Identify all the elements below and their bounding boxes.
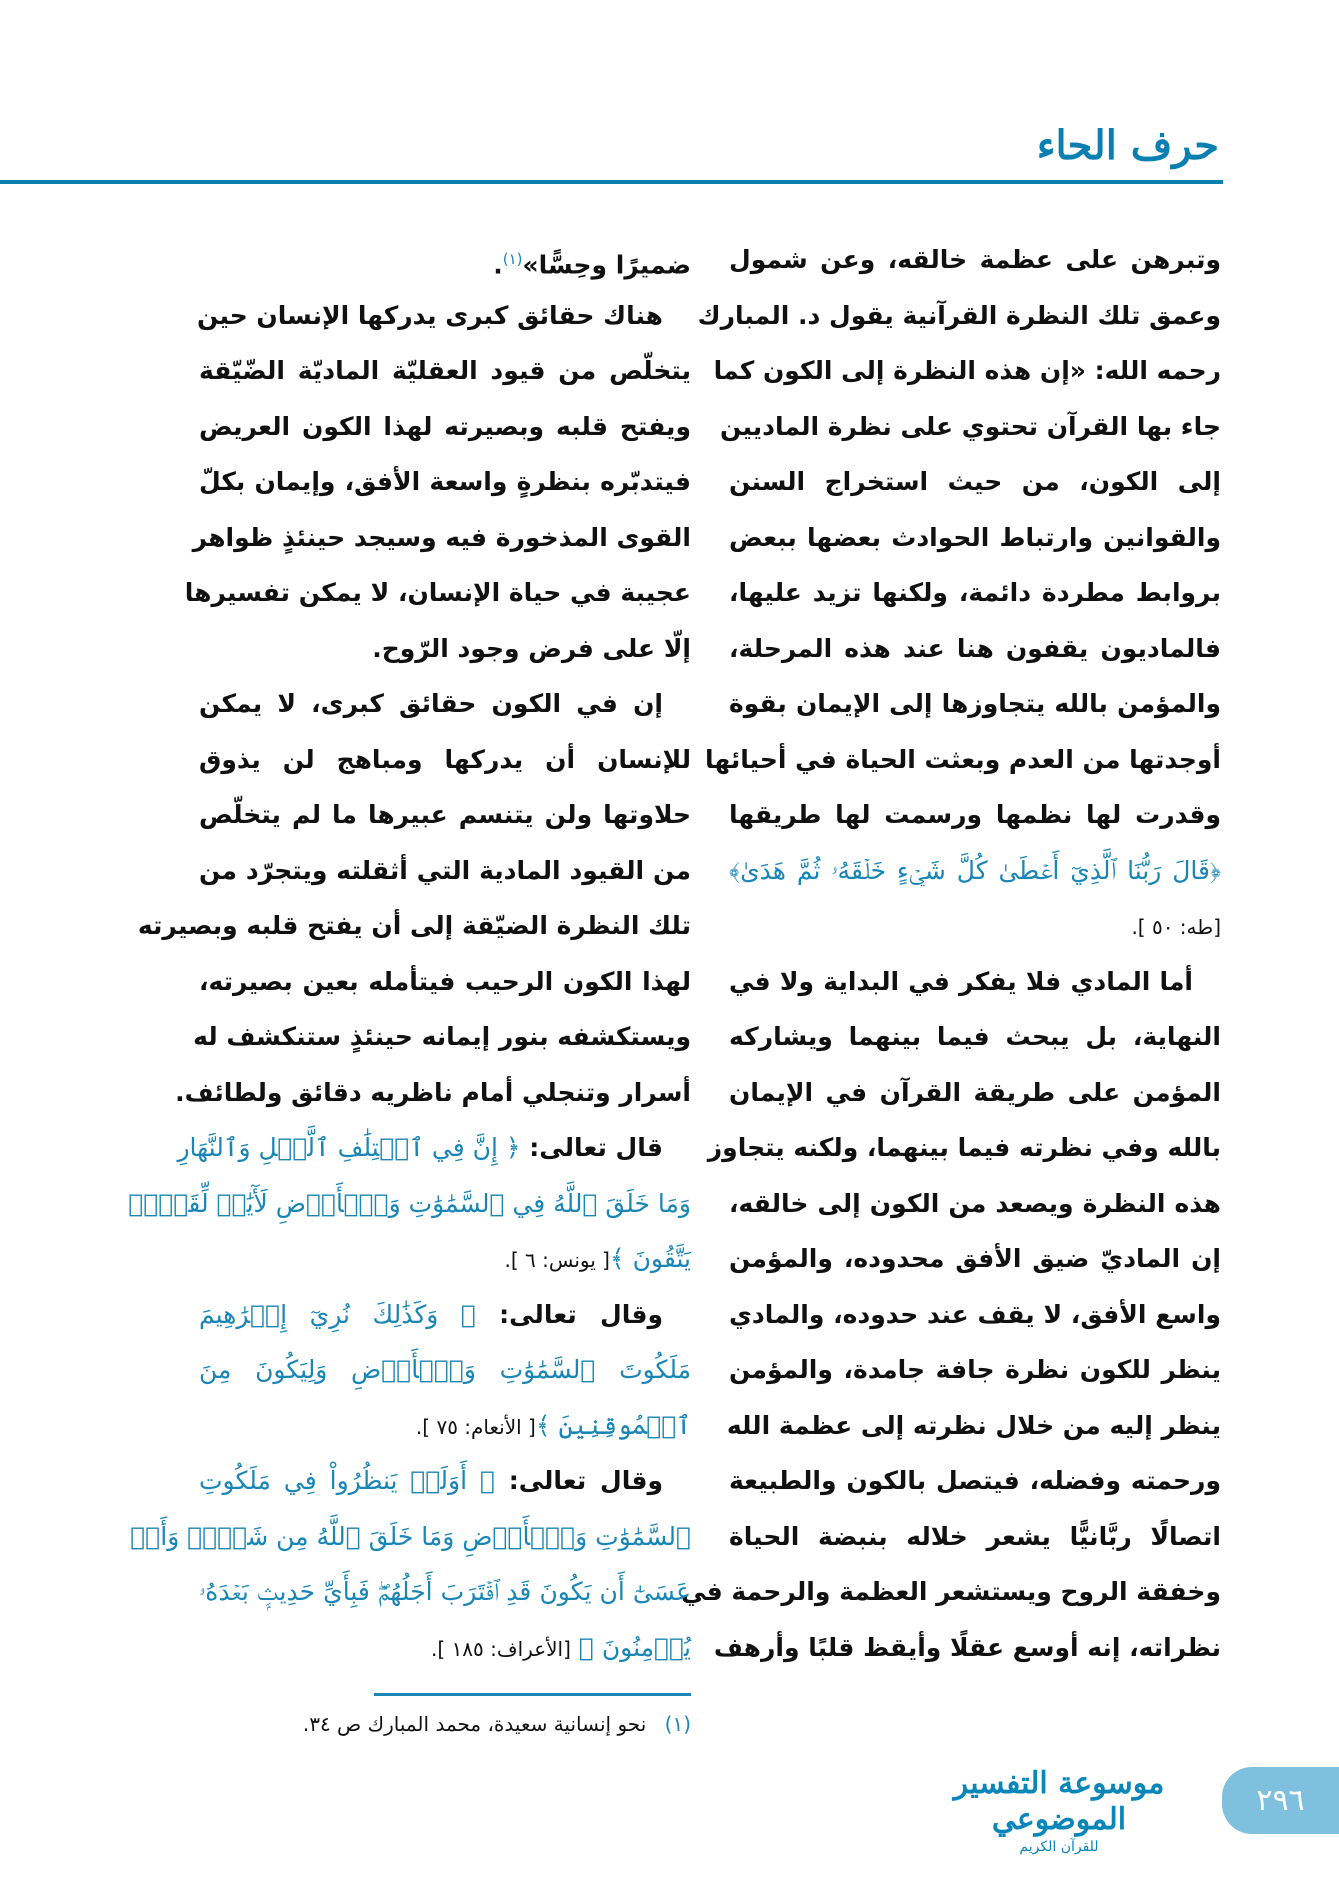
- text-line: [729, 898, 1221, 954]
- body-text: ينظر إليه من خلال نظرته إلى عظمة الله: [726, 1410, 1221, 1440]
- body-text: بروابط مطردة دائمة، ولكنها تزيد عليها،: [729, 578, 1221, 607]
- text-line: [177, 1120, 691, 1176]
- logo-subtitle: للقرآن الكريم: [1019, 1839, 1099, 1855]
- logo-title: موسوعة التفسير الموضوعي: [953, 1766, 1165, 1837]
- quran-verse: ﴿ إِنَّ فِي ٱخۡتِلَٰفِ ٱلَّيۡلِ وَٱلنَّهَارِ: [177, 1133, 521, 1162]
- text-line: [729, 1287, 1221, 1343]
- text-line: [199, 1287, 691, 1343]
- text-line: [729, 787, 1221, 843]
- body-text: جاء بها القرآن تحتوي على نظرة الماديين: [720, 411, 1221, 441]
- left-column: [128, 232, 691, 1675]
- verse-reference: [ الأنعام: ٧٥ ].: [415, 1414, 536, 1439]
- text-line: [729, 1342, 1221, 1398]
- text-line: [199, 732, 691, 788]
- text-line: [199, 954, 691, 1010]
- quran-verse: ﴿ وَكَذَٰلِكَ نُرِيٓ إِبۡرَٰهِيمَ: [199, 1299, 476, 1329]
- body-text: هذه النظرة ويصعد من الكون إلى خالقه،: [729, 1188, 1221, 1218]
- text-line: [729, 232, 1221, 288]
- body-text: ويفتح قلبه وبصيرته لهذا الكون العريض: [199, 411, 691, 441]
- quran-verse: يُؤۡمِنُونَ ﴾: [570, 1632, 691, 1662]
- text-line: [199, 399, 691, 455]
- body-text: إن في الكون حقائق كبرى، لا يمكن: [199, 689, 663, 718]
- text-line: [199, 1342, 691, 1398]
- verse-reference: [الأعراف: ١٨٥ ].: [431, 1636, 571, 1661]
- text-line: [199, 1620, 691, 1676]
- text-line: [729, 954, 1221, 1010]
- text-line: [729, 1231, 1221, 1287]
- body-text: ويستكشفه بنور إيمانه حينئذٍ ستنكشف له: [193, 1022, 691, 1051]
- body-text: إن الماديّ ضيق الأفق محدوده، والمؤمن: [729, 1244, 1221, 1273]
- text-line: [729, 1176, 1221, 1232]
- text-line: [704, 732, 1221, 788]
- page-number-badge: ٢٩٦: [1222, 1767, 1339, 1834]
- encyclopedia-logo: [934, 1766, 1184, 1856]
- text-line: [729, 510, 1221, 566]
- text-line: [729, 843, 1221, 899]
- body-text: من القيود المادية التي أثقلته ويتجرّد من: [199, 855, 691, 885]
- footnote: [199, 1704, 691, 1744]
- text-line: [729, 1453, 1221, 1509]
- quran-verse: ﴿قَالَ رَبُّنَا ٱلَّذِيٓ أَعۡطَىٰ كُلَّ شَيۡءٍ خَلۡقَهُۥ ثُمَّ هَدَىٰ﴾: [729, 855, 1221, 885]
- footnote-rule: [374, 1693, 691, 1696]
- text-line: [713, 1620, 1221, 1676]
- text-line: [199, 1398, 691, 1454]
- body-text: والقوانين وارتباط الحوادث بعضها ببعض: [729, 522, 1221, 552]
- body-text: نظراته، إنه أوسع عقلًا وأيقظ قلبًا وأرهف: [713, 1632, 1221, 1662]
- body-text: تلك النظرة الضيّقة إلى أن يفتح قلبه وبصيرته: [137, 911, 691, 940]
- text-line: [729, 454, 1221, 510]
- text-line: [175, 1065, 691, 1121]
- body-text: والمؤمن بالله يتجاوزها إلى الإيمان بقوة: [729, 689, 1221, 718]
- body-text: وقال تعالى:: [495, 1466, 663, 1495]
- body-text: فالماديون يقفون هنا عند هذه المرحلة،: [729, 633, 1221, 663]
- body-text: قال تعالى:: [520, 1133, 663, 1162]
- text-line: [726, 1398, 1221, 1454]
- text-line: [199, 1231, 691, 1287]
- body-text: فيتدبّره بنظرةٍ واسعة الأفق، وإيمان بكلّ: [199, 467, 691, 496]
- body-text: رحمه الله: «إن هذه النظرة إلى الكون كما: [713, 356, 1221, 385]
- text-line: [128, 1176, 691, 1232]
- quran-verse: ﴿ أَوَلَمۡ يَنظُرُواْ فِي مَلَكُوتِ: [199, 1466, 496, 1495]
- text-line: [697, 288, 1221, 344]
- quran-verse: مَلَكُوتَ ٱلسَّمَٰوَٰتِ وَٱلۡأَرۡضِ وَلِيَكُونَ مِنَ: [199, 1355, 691, 1384]
- text-line: [184, 565, 691, 621]
- text-line: [707, 1120, 1221, 1176]
- body-text: .: [493, 250, 503, 280]
- quran-verse: ٱلۡمُوقِنِينَ ﴾: [535, 1410, 691, 1440]
- body-text: هناك حقائق كبرى يدركها الإنسان حين: [197, 300, 663, 330]
- body-text: وخفقة الروح ويستشعر العظمة والرحمة في: [681, 1577, 1221, 1606]
- quran-verse: يَتَّقُونَ ﴾: [609, 1244, 691, 1273]
- text-line: [729, 1009, 1221, 1065]
- body-text: اتصالًا ربَّانيًّا يشعر خلاله بنبضة الحياة: [729, 1521, 1221, 1551]
- text-line: [199, 787, 691, 843]
- text-line: [130, 1509, 691, 1565]
- body-text: النهاية، بل يبحث فيما بينهما ويشاركه: [729, 1022, 1221, 1051]
- text-line: [192, 510, 691, 566]
- body-text: أوجدتها من العدم وبعثت الحياة في أحيائها: [704, 744, 1221, 774]
- text-line: [729, 621, 1221, 677]
- body-text: أسرار وتنجلي أمام ناظريه دقائق ولطائف.: [175, 1077, 691, 1107]
- body-text: بالله وفي نظرته فيما بينهما، ولكنه يتجاوز: [707, 1133, 1221, 1162]
- body-text: وقدرت لها نظمها ورسمت لها طريقها: [729, 800, 1221, 829]
- text-line: [681, 1564, 1221, 1620]
- body-text: إلى الكون، من حيث استخراج السنن: [729, 467, 1221, 496]
- footnote-number: (١): [664, 1712, 691, 1736]
- text-line: [199, 288, 691, 344]
- body-text: وقال تعالى:: [475, 1299, 663, 1329]
- body-text: واسع الأفق، لا يقف عند حدوده، والمادي: [729, 1299, 1221, 1329]
- text-line: [729, 1509, 1221, 1565]
- text-line: [199, 676, 691, 732]
- body-text: أما المادي فلا يفكر في البداية ولا في: [729, 966, 1193, 996]
- body-text: عجيبة في حياة الإنسان، لا يمكن تفسيرها: [184, 578, 691, 607]
- quran-verse: عَسَىٰٓ أَن يَكُونَ قَدِ ٱقۡتَرَبَ أَجَلُهُمۡۖ فَبِأَيِّ حَدِيثِۭ بَعۡدَهُۥ: [199, 1577, 691, 1606]
- body-text: القوى المذخورة فيه وسيجد حينئذٍ ظواهر: [192, 522, 691, 552]
- text-line: [199, 454, 691, 510]
- text-line: [199, 232, 691, 288]
- body-text: للإنسان أن يدركها ومباهج لن يذوق: [199, 744, 691, 774]
- verse-reference: [طه: ٥٠ ].: [1131, 915, 1221, 939]
- text-line: [729, 1065, 1221, 1121]
- text-line: [713, 343, 1221, 399]
- body-text: إلّا على فرض وجود الرّوح.: [372, 633, 691, 663]
- chapter-title: حرف الحاء: [1036, 122, 1219, 169]
- quran-verse: ٱلسَّمَٰوَٰتِ وَٱلۡأَرۡضِ وَمَا خَلَقَ ٱللَّهُ مِن شَيۡءٖ وَأَنۡ: [130, 1521, 691, 1551]
- body-text: ضميرًا وحِسًّا»: [522, 250, 691, 280]
- footnote-marker: (١): [502, 250, 523, 268]
- body-text: ينظر للكون نظرة جافة جامدة، والمؤمن: [729, 1355, 1221, 1384]
- quran-verse: وَمَا خَلَقَ ٱللَّهُ فِي ٱلسَّمَٰوَٰتِ وَٱلۡأَرۡضِ لَأٓيَٰتٖ لِّقَوۡمٖ: [128, 1188, 691, 1218]
- text-line: [193, 1009, 691, 1065]
- body-text: وعمق تلك النظرة القرآنية يقول د. المبارك: [697, 300, 1221, 330]
- body-text: ورحمته وفضله، فيتصل بالكون والطبيعة: [729, 1466, 1221, 1495]
- body-text: وتبرهن على عظمة خالقه، وعن شمول: [729, 245, 1221, 274]
- text-line: [199, 621, 691, 677]
- body-text: حلاوتها ولن يتنسم عبيرها ما لم يتخلّص: [199, 800, 691, 829]
- text-line: [199, 1564, 691, 1620]
- text-line: [729, 565, 1221, 621]
- body-text: لهذا الكون الرحيب فيتأمله بعين بصيرته،: [199, 966, 691, 996]
- text-line: [199, 343, 691, 399]
- header-rule: [0, 180, 1223, 184]
- text-line: [199, 1453, 691, 1509]
- right-column: [681, 232, 1221, 1675]
- body-text: المؤمن على طريقة القرآن في الإيمان: [729, 1077, 1221, 1107]
- text-line: [199, 843, 691, 899]
- text-line: [729, 676, 1221, 732]
- text-line: [137, 898, 691, 954]
- body-text: يتخلّص من قيود العقليّة الماديّة الضّيّقة: [199, 356, 691, 385]
- verse-reference: [ يونس: ٦ ].: [504, 1248, 610, 1272]
- footnote-text: نحو إنسانية سعيدة، محمد المبارك ص ٣٤.: [302, 1712, 647, 1736]
- text-line: [720, 399, 1221, 455]
